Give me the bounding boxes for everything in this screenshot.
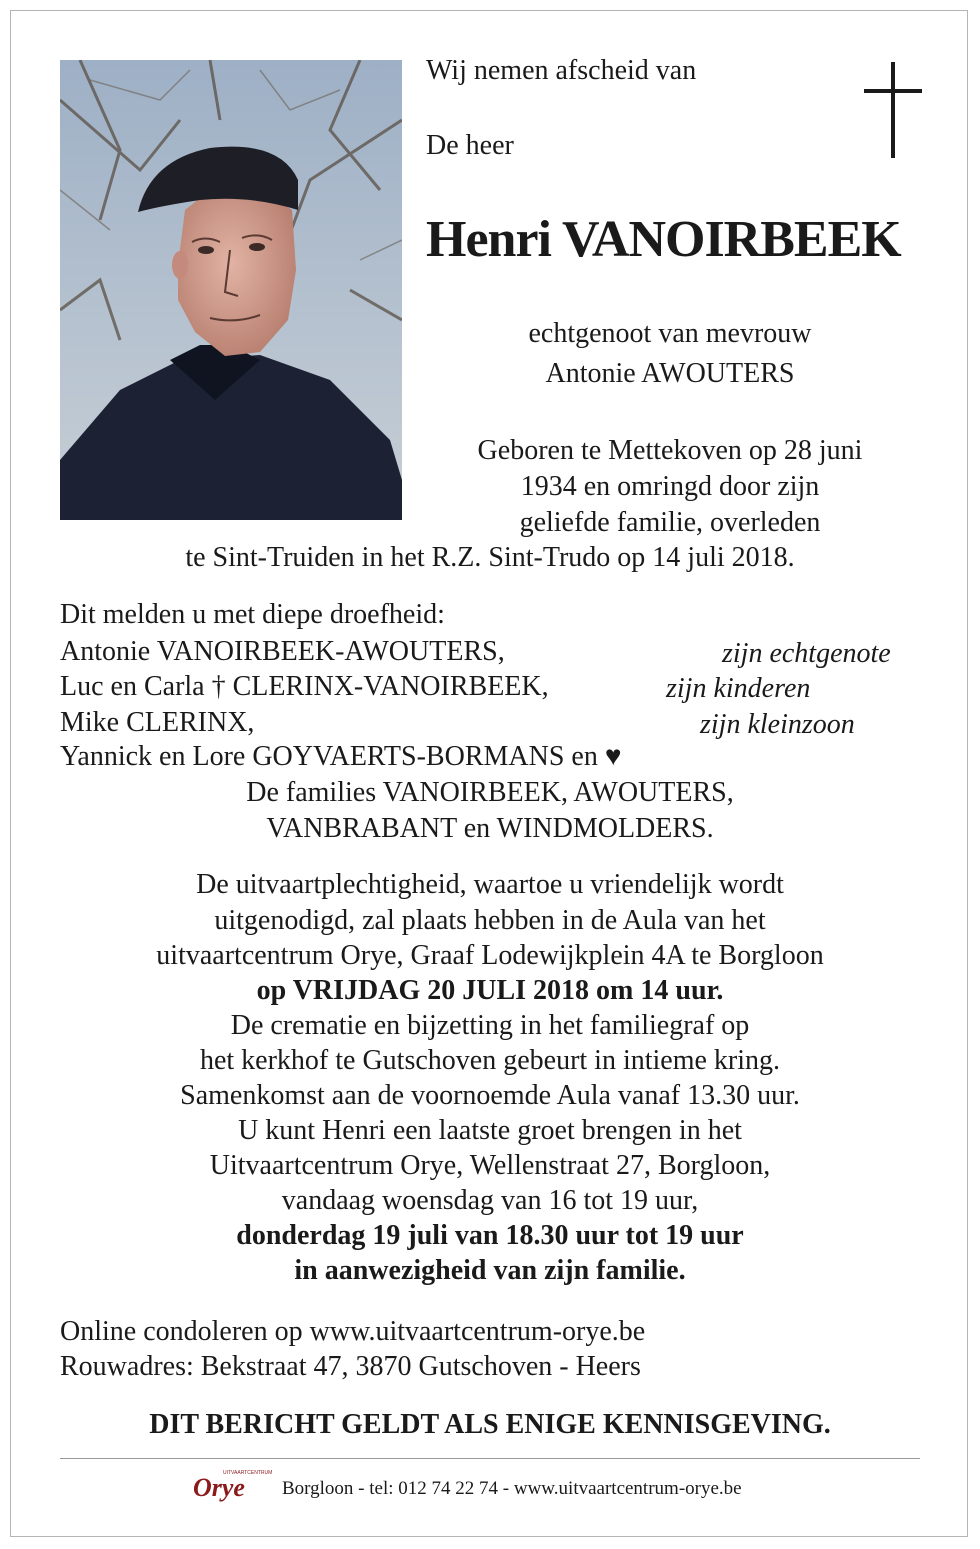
footer-divider [60, 1458, 920, 1459]
portrait-photo [60, 60, 402, 520]
online-condolences: Online condoleren op www.uitvaartcentrum-orye.be [60, 1316, 646, 1347]
orye-logo: Orye [193, 1473, 245, 1502]
ceremony-line: het kerkhof te Gutschoven gebeurt in intieme kring. [199, 1045, 781, 1076]
mourner-name: Yannick en Lore GOYVAERTS-BORMANS en ♥ [60, 741, 622, 772]
ceremony-line: uitgenodigd, zal plaats hebben in de Aula van het [214, 905, 766, 936]
visitation-time: donderdag 19 juli van 18.30 uur tot 19 uur [236, 1220, 744, 1251]
ceremony-line: uitvaartcentrum Orye, Graaf Lodewijkplein 4A te Borgloon [156, 940, 824, 971]
families-line: VANBRABANT en WINDMOLDERS. [266, 813, 714, 844]
ceremony-line: De uitvaartplechtigheid, waartoe u vriendelijk wordt [196, 869, 784, 900]
born-line: te Sint-Truiden in het R.Z. Sint-Trudo op 14 juli 2018. [185, 542, 795, 573]
intro-text: Wij nemen afscheid van [426, 55, 697, 86]
mourners-intro: Dit melden u met diepe droefheid: [60, 599, 445, 630]
mourner-relation: zijn kinderen [666, 673, 811, 704]
born-line: Geboren te Mettekoven op 28 juni [477, 435, 863, 466]
spouse-line-1: echtgenoot van mevrouw [528, 318, 812, 349]
logo-subtitle: UITVAARTCENTRUM [223, 1470, 273, 1476]
cross-icon [864, 62, 922, 158]
spouse-line-2: Antonie AWOUTERS [545, 358, 795, 389]
ceremony-line: Samenkomst aan de voornoemde Aula vanaf 13.30 uur. [180, 1080, 800, 1111]
families-line: De families VANOIRBEEK, AWOUTERS, [246, 777, 734, 808]
honorific: De heer [426, 130, 514, 161]
footer-contact: Borgloon - tel: 012 74 22 74 - www.uitvaartcentrum-orye.be [282, 1478, 742, 1499]
ceremony-line: Uitvaartcentrum Orye, Wellenstraat 27, Borgloon, [209, 1150, 771, 1181]
deceased-name: Henri VANOIRBEEK [426, 211, 901, 268]
born-line: geliefde familie, overleden [519, 507, 821, 538]
ceremony-line: De crematie en bijzetting in het familiegraf op [230, 1010, 750, 1041]
mourner-relation: zijn kleinzoon [700, 709, 855, 740]
mourner-name: Mike CLERINX, [60, 707, 255, 738]
mourner-name: Antonie VANOIRBEEK-AWOUTERS, [60, 636, 505, 667]
notice-text: DIT BERICHT GELDT ALS ENIGE KENNISGEVING. [149, 1409, 831, 1440]
ceremony-line: U kunt Henri een laatste groet brengen in het [238, 1115, 742, 1146]
born-line: 1934 en omringd door zijn [520, 471, 820, 502]
visitation-note: in aanwezigheid van zijn familie. [294, 1255, 686, 1286]
ceremony-date: op VRIJDAG 20 JULI 2018 om 14 uur. [256, 975, 724, 1006]
mourner-relation: zijn echtgenote [722, 638, 891, 669]
ceremony-line: vandaag woensdag van 16 tot 19 uur, [281, 1185, 699, 1216]
mourning-address: Rouwadres: Bekstraat 47, 3870 Gutschoven - Heers [60, 1351, 641, 1382]
mourner-name: Luc en Carla † CLERINX-VANOIRBEEK, [60, 671, 549, 702]
